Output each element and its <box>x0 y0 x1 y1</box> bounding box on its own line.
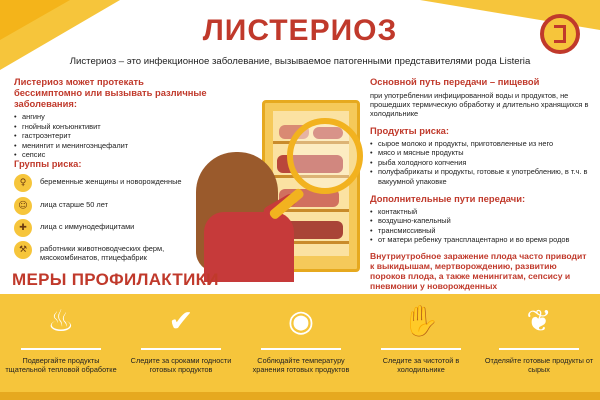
canned-fish-icon: ◉ <box>287 304 315 339</box>
worker-icon: ⚒ <box>14 241 32 259</box>
risk-group-row <box>14 241 214 263</box>
prevention-band-edge <box>0 392 600 400</box>
list-item: • мясо и мясные продукты <box>370 148 592 158</box>
list-item: • воздушно-капельный <box>370 216 592 226</box>
risk-products-list <box>370 139 592 187</box>
page-title: ЛИСТЕРИОЗ <box>202 14 398 47</box>
checkmark-icon: ✔ <box>168 304 194 339</box>
risk-groups-heading: Группы риска: <box>14 158 82 169</box>
prevention-text: Следите за сроками годности готовых продуктов <box>130 356 232 374</box>
prevention-text: Следите за чистотой в холодильнике <box>382 356 460 374</box>
list-item: • трансмиссивный <box>370 226 592 236</box>
immunodeficiency-icon: ✚ <box>14 219 32 237</box>
risk-group-row <box>14 197 214 215</box>
risk-products-heading: Продукты риска: <box>370 124 449 136</box>
intro-heading: Листериоз может протекать бессимптомно или вызывать различные заболевания: <box>14 76 207 109</box>
chicken-icon: ❦ <box>526 304 552 339</box>
extra-routes-list <box>370 207 592 245</box>
list-item: • сепсис <box>14 150 214 160</box>
page-subtitle: Листериоз – это инфекционное заболевание, вызываемое патогенными представителями рода Listeria <box>69 56 531 67</box>
risk-group-text: работники животноводческих ферм, мясокомбинатов, птицефабрик <box>40 244 165 262</box>
intro-section <box>14 76 214 160</box>
main-route-heading: Основной путь передачи – пищевой <box>370 76 540 87</box>
list-item: • ангину <box>14 112 214 122</box>
pregnant-icon: ♀ <box>14 174 32 192</box>
extra-routes-heading: Дополнительные пути передачи: <box>370 192 526 204</box>
prevention-heading: МЕРЫ ПРОФИЛАКТИКИ <box>12 270 219 289</box>
risk-group-text: лица с иммунодефицитами <box>40 222 135 231</box>
risk-group-text: беременные женщины и новорожденные <box>40 177 182 186</box>
prevention-item <box>2 300 120 374</box>
cleaning-icon: ✋ <box>402 304 440 339</box>
list-item: • сырое молоко и продукты, приготовленные из него <box>370 139 592 149</box>
prevention-text: Отделяйте готовые продукты от сырых <box>484 356 594 374</box>
list-item: • гнойный конъюнктивит <box>14 122 214 132</box>
prevention-item <box>122 300 240 374</box>
prevention-text: Соблюдайте температуру хранения готовых продуктов <box>252 356 350 374</box>
magnifying-glass-icon <box>287 118 363 194</box>
rospotrebnadzor-logo <box>540 14 580 54</box>
prevention-item <box>362 300 480 374</box>
prevention-text: Подвергайте продукты тщательной тепловой обработке <box>5 356 117 374</box>
risk-group-row <box>14 174 214 192</box>
risk-group-row <box>14 219 214 237</box>
list-item: • полуфабрикаты и продукты, готовые к употреблению, в т.ч. в вакуумной упаковке <box>370 167 592 186</box>
cooking-pot-icon: ♨ <box>47 304 75 339</box>
list-item: • гастроэнтерит <box>14 131 214 141</box>
prevention-item <box>480 300 598 374</box>
list-item: • от матери ребенку трансплацентарно и во время родов <box>370 235 592 245</box>
prevention-item <box>242 300 360 374</box>
risk-group-text: лица старше 50 лет <box>40 200 108 209</box>
list-item: • рыба холодного копчения <box>370 158 592 168</box>
list-item: • менингит и менингоэнцефалит <box>14 141 214 151</box>
list-item: • контактный <box>370 207 592 217</box>
transmission-section <box>370 76 592 291</box>
main-route-text: при употреблении инфицированной воды и продуктов, не прошедших термическую обработку и длительно хранящихся в холодильнике <box>370 91 589 119</box>
intrauterine-text: Внутриутробное заражение плода часто приводит к выкидышам, мертворождению, развитию пороков плода, а также менингитам, сепсису и пневмонии у новорожденных <box>370 250 587 291</box>
elderly-icon: ☺ <box>14 197 32 215</box>
disease-list <box>14 112 214 160</box>
